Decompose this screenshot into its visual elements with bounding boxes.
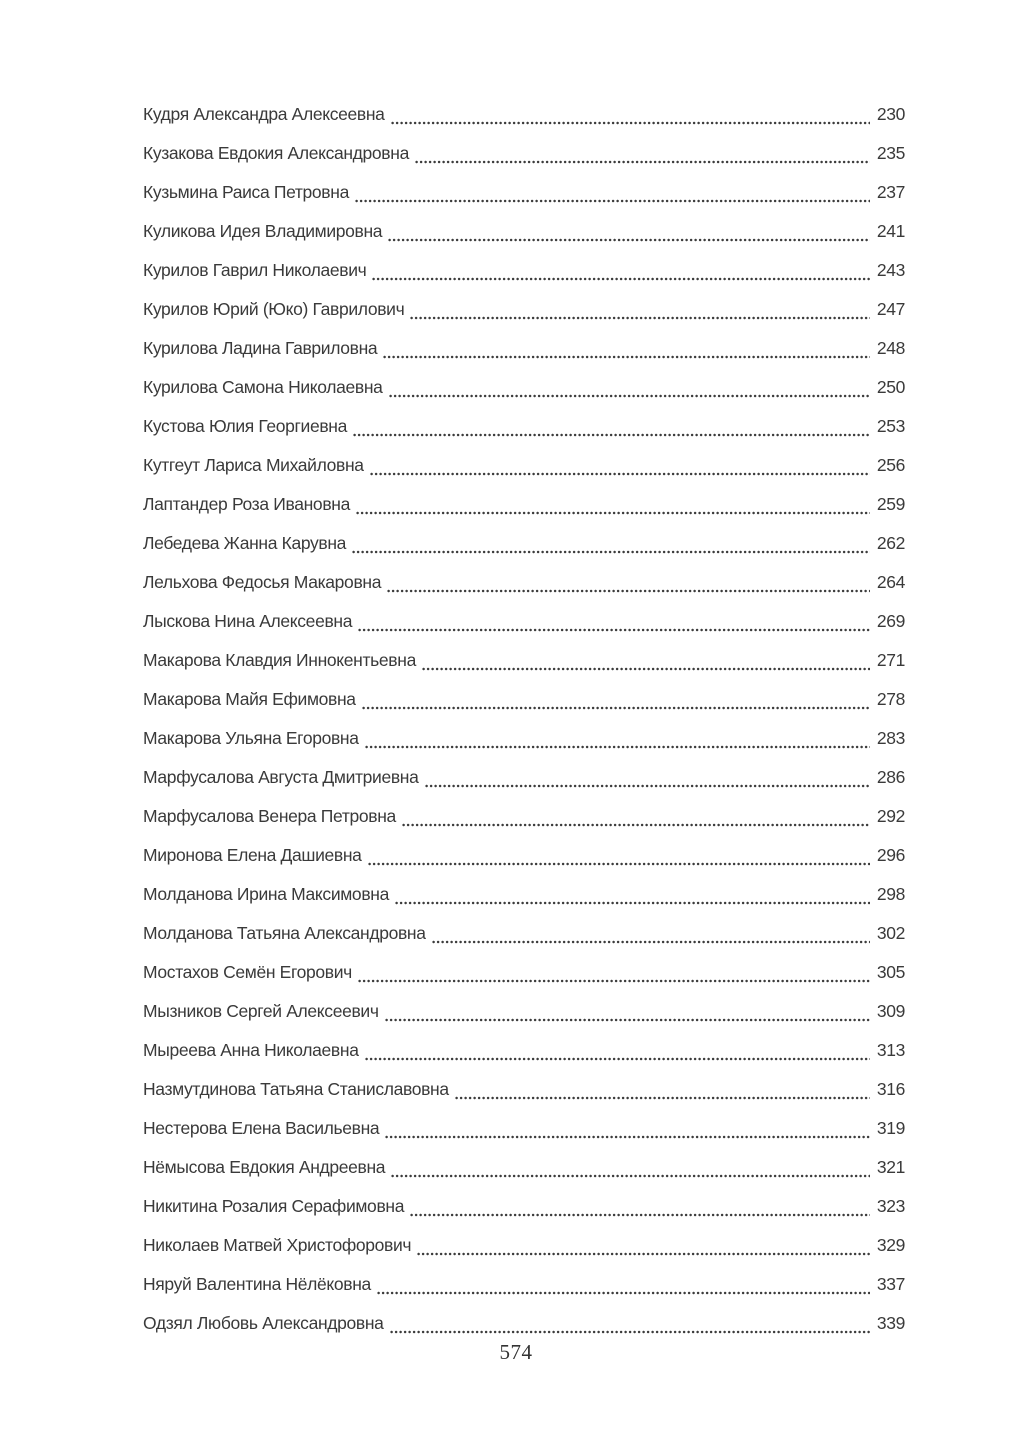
toc-entry-name: Лаптандер Роза Ивановна [143, 494, 350, 514]
toc-entry-name: Мызников Сергей Алексеевич [143, 1001, 379, 1021]
dot-leader [377, 1291, 870, 1295]
toc-entry-page: 296 [876, 845, 905, 865]
toc-entry [143, 1070, 905, 1109]
toc-entry-name: Марфусалова Августа Дмитриевна [143, 767, 419, 787]
toc-entry [143, 758, 905, 797]
toc-entry-name: Лыскова Нина Алексеевна [143, 611, 353, 631]
toc-entry-name: Назмутдинова Татьяна Станиславовна [143, 1079, 449, 1099]
dot-leader [432, 940, 870, 944]
toc-entry [143, 485, 905, 524]
toc-entry-name: Одзял Любовь Александровна [143, 1313, 384, 1333]
toc-entry [143, 134, 905, 173]
toc-entry-page: 271 [876, 650, 905, 670]
toc-entry [143, 173, 905, 212]
toc-entry [143, 95, 905, 134]
toc-entry [143, 641, 905, 680]
toc-entry-page: 230 [876, 104, 905, 124]
toc-entry-page: 247 [876, 299, 905, 319]
toc-entry [143, 680, 905, 719]
toc-entry-name: Макарова Клавдия Иннокентьевна [143, 650, 416, 670]
dot-leader [425, 784, 871, 788]
toc-entry-page: 298 [876, 884, 905, 904]
toc-entry [143, 329, 905, 368]
dot-leader [410, 1213, 870, 1217]
toc-entry [143, 836, 905, 875]
dot-leader [415, 160, 870, 164]
toc-entry-page: 237 [876, 182, 905, 202]
toc-entry-name: Никитина Розалия Серафимовна [143, 1196, 405, 1216]
dot-leader [455, 1096, 870, 1100]
toc-entry-page: 269 [876, 611, 905, 631]
toc-entry-page: 313 [876, 1040, 905, 1060]
toc-entry-page: 283 [876, 728, 905, 748]
toc-entry-page: 323 [876, 1196, 905, 1216]
toc-entry-name: Макарова Ульяна Егоровна [143, 728, 359, 748]
toc-entry-name: Лебедева Жанна Карувна [143, 533, 347, 553]
toc-entry-name: Молданова Татьяна Александровна [143, 923, 426, 943]
toc-entry-page: 319 [876, 1118, 905, 1138]
toc-entry [143, 290, 905, 329]
dot-leader [358, 628, 870, 632]
toc-entry-name: Кузьмина Раиса Петровна [143, 182, 349, 202]
toc-entry-name: Николаев Матвей Христофорович [143, 1235, 412, 1255]
dot-leader [353, 433, 870, 437]
toc-entry-page: 329 [876, 1235, 905, 1255]
toc-entry-name: Кудря Александра Алексеевна [143, 104, 385, 124]
toc-entry [143, 1109, 905, 1148]
toc-entry [143, 563, 905, 602]
toc-entry-page: 309 [876, 1001, 905, 1021]
toc-entry-page: 256 [876, 455, 905, 475]
toc-entry-name: Макарова Майя Ефимовна [143, 689, 356, 709]
dot-leader [422, 667, 870, 671]
page-footer [0, 1340, 1032, 1365]
toc-entry [143, 251, 905, 290]
toc-entry [143, 368, 905, 407]
dot-leader [356, 511, 870, 515]
toc-entry [143, 1031, 905, 1070]
dot-leader [417, 1252, 870, 1256]
toc-entry [143, 719, 905, 758]
toc-entry-page: 292 [876, 806, 905, 826]
dot-leader [383, 355, 870, 359]
toc-entry [143, 953, 905, 992]
toc-entry [143, 212, 905, 251]
toc-list [143, 95, 905, 1343]
dot-leader [362, 706, 870, 710]
toc-entry-name: Марфусалова Венера Петровна [143, 806, 396, 826]
toc-entry-name: Миронова Елена Дашиевна [143, 845, 362, 865]
toc-entry [143, 524, 905, 563]
dot-leader [372, 277, 870, 281]
toc-entry-page: 337 [876, 1274, 905, 1294]
dot-leader [389, 394, 870, 398]
dot-leader [358, 979, 870, 983]
dot-leader [370, 472, 870, 476]
dot-leader [390, 1330, 870, 1334]
dot-leader [368, 862, 870, 866]
toc-entry [143, 1148, 905, 1187]
toc-entry [143, 1226, 905, 1265]
toc-entry-name: Кутгеут Лариса Михайловна [143, 455, 364, 475]
toc-entry-name: Кустова Юлия Георгиевна [143, 416, 348, 436]
toc-entry [143, 1187, 905, 1226]
toc-entry-page: 302 [876, 923, 905, 943]
toc-entry [143, 992, 905, 1031]
toc-entry [143, 875, 905, 914]
toc-entry-page: 259 [876, 494, 905, 514]
dot-leader [387, 589, 870, 593]
toc-entry-name: Кузакова Евдокия Александровна [143, 143, 409, 163]
toc-entry-page: 278 [876, 689, 905, 709]
toc-entry-name: Няруй Валентина Нёлёковна [143, 1274, 371, 1294]
toc-entry-name: Нестерова Елена Васильевна [143, 1118, 380, 1138]
toc-entry [143, 797, 905, 836]
dot-leader [391, 121, 870, 125]
toc-entry [143, 1304, 905, 1343]
dot-leader [395, 901, 870, 905]
toc-entry-name: Курилова Самона Николаевна [143, 377, 383, 397]
toc-entry-page: 243 [876, 260, 905, 280]
toc-entry [143, 446, 905, 485]
toc-entry-name: Курилов Гаврил Николаевич [143, 260, 367, 280]
toc-entry-page: 316 [876, 1079, 905, 1099]
dot-leader [388, 238, 870, 242]
dot-leader [365, 745, 870, 749]
toc-entry-name: Мостахов Семён Егорович [143, 962, 352, 982]
dot-leader [402, 823, 870, 827]
toc-entry-page: 248 [876, 338, 905, 358]
toc-entry-page: 250 [876, 377, 905, 397]
toc-entry-name: Лельхова Федосья Макаровна [143, 572, 382, 592]
dot-leader [410, 316, 870, 320]
toc-entry-page: 321 [876, 1157, 905, 1177]
toc-entry [143, 1265, 905, 1304]
dot-leader [352, 550, 870, 554]
toc-entry-name: Куликова Идея Владимировна [143, 221, 383, 241]
toc-entry-page: 262 [876, 533, 905, 553]
toc-entry [143, 407, 905, 446]
dot-leader [365, 1057, 870, 1061]
toc-entry-page: 241 [876, 221, 905, 241]
toc-entry-page: 286 [876, 767, 905, 787]
dot-leader [355, 199, 870, 203]
toc-entry [143, 602, 905, 641]
toc-entry-page: 339 [876, 1313, 905, 1333]
toc-entry-name: Курилов Юрий (Юко) Гаврилович [143, 299, 405, 319]
dot-leader [385, 1135, 870, 1139]
dot-leader [391, 1174, 870, 1178]
toc-entry-page: 264 [876, 572, 905, 592]
toc-entry-name: Курилова Ладина Гавриловна [143, 338, 378, 358]
toc-entry [143, 914, 905, 953]
toc-entry-name: Мыреева Анна Николаевна [143, 1040, 359, 1060]
toc-entry-page: 235 [876, 143, 905, 163]
page-number: 574 [499, 1340, 533, 1364]
dot-leader [385, 1018, 870, 1022]
toc-entry-page: 305 [876, 962, 905, 982]
toc-entry-page: 253 [876, 416, 905, 436]
toc-entry-name: Нёмысова Евдокия Андреевна [143, 1157, 386, 1177]
toc-entry-name: Молданова Ирина Максимовна [143, 884, 389, 904]
